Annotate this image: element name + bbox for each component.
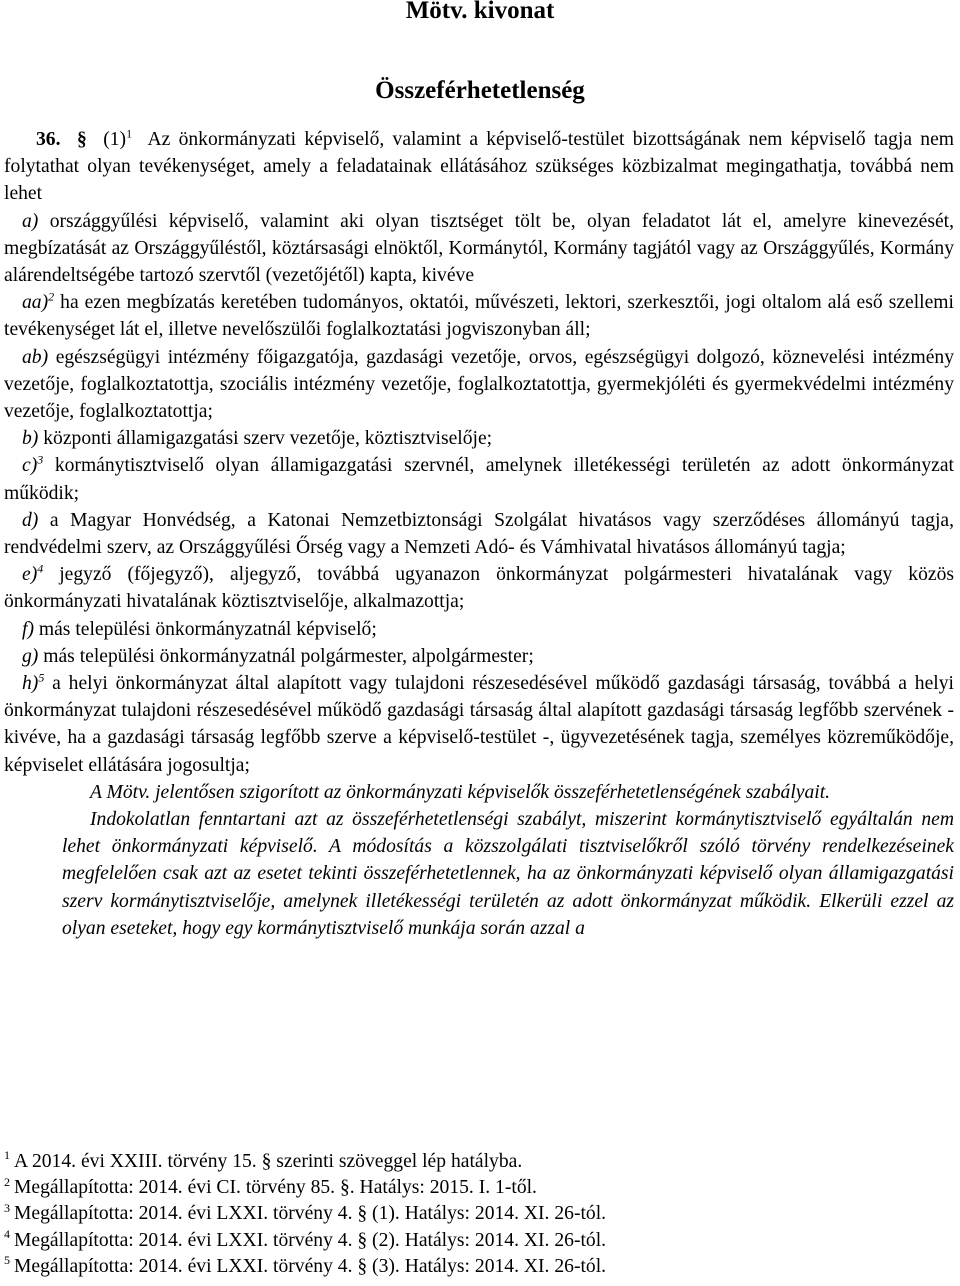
point-label: e) (22, 564, 38, 586)
document-body (4, 126, 954, 942)
list-item (4, 208, 954, 290)
point-label: c) (22, 455, 38, 477)
point-label: ab) (22, 346, 49, 368)
list-item (4, 670, 954, 779)
footnote-number: 2 (4, 1174, 10, 1189)
list-item (4, 452, 954, 506)
footnote (4, 1254, 954, 1280)
document-title: Mötv. kivonat (405, 0, 555, 24)
paragraph-number: (1) (103, 129, 127, 150)
point-label: b) (22, 428, 39, 450)
list-item (4, 561, 954, 615)
point-text: a Magyar Honvédség, a Katonai Nemzetbiztonsági Szolgálat hivatásos vagy szerződéses állományú tagja, rendvédelmi szerv, az Országgyűlési Őrség vagy a Nemzeti Adó- és Vámhivatal hivatásos állományú tagja; (4, 509, 954, 559)
footnote (4, 1175, 954, 1201)
point-label: f) (22, 618, 34, 640)
point-label: d) (22, 509, 39, 531)
point-text: jegyző (főjegyző), aljegyző, továbbá ugyanazon önkormányzat polgármesteri hivatalának vagy közös önkormányzati hivatalának köztisztviselője, alkalmazottja; (4, 564, 954, 613)
section-number: 36. (36, 129, 61, 150)
list-item (4, 507, 954, 561)
footnote-number: 3 (4, 1200, 10, 1215)
footnote-ref: 5 (38, 670, 45, 685)
footnote (4, 1149, 954, 1175)
footnote-ref: 1 (126, 126, 133, 141)
footnote-ref: 2 (48, 289, 55, 304)
point-text: más települési önkormányzatnál polgármester, alpolgármester; (43, 645, 534, 667)
footnote-text: Megállapította: 2014. évi CI. törvény 85. §. Hatálys: 2015. I. 1-től. (14, 1177, 537, 1199)
point-text: ha ezen megbízatás keretében tudományos, oktatói, művészeti, lektori, szerkesztői, jogi oltalom alá eső szellemi tevékenységet lát el, illetve nevelőszülői foglalkoztatási jogviszonyban áll; (4, 292, 954, 341)
list-item (4, 616, 954, 643)
point-label: a) (22, 210, 39, 232)
footnote-number: 5 (4, 1253, 10, 1268)
point-text: más települési önkormányzatnál képviselő; (38, 618, 377, 640)
footnote (4, 1228, 954, 1254)
footnote-number: 4 (4, 1227, 10, 1242)
section-intro (4, 126, 954, 208)
list-item (4, 425, 954, 452)
commentary-heading: A Mötv. jelentősen szigorított az önkormányzati képviselők összeférhetetlenségének szabályait. (90, 781, 831, 803)
point-label: h) (22, 673, 39, 695)
footnote-ref: 4 (37, 561, 44, 576)
point-text: központi államigazgatási szerv vezetője, köztisztviselője; (43, 428, 493, 450)
section-heading: Összeférhetetlenség (375, 77, 585, 104)
list-item (4, 344, 954, 426)
footnote-ref: 3 (37, 452, 44, 467)
list-item (4, 643, 954, 670)
point-label: aa) (22, 292, 49, 314)
point-text: országgyűlési képviselő, valamint aki olyan tisztséget tölt be, olyan feladatot lát el, amelyre kinevezését, megbízatását az Országgyűléstől, köztársasági elnöktől, Kormánytól, Kormány tagjától vagy az Országgyűlés, Kormány alárendeltségébe tartozó szervtől (vezetőjétől) kapta, kivéve (4, 210, 954, 287)
footnotes (4, 1149, 954, 1280)
point-text: kormánytisztviselő olyan államigazgatási szervnél, amelynek illetékességi területén az adott önkormányzat működik; (4, 455, 954, 504)
section-sign: § (76, 129, 87, 150)
footnote-text: Megállapította: 2014. évi LXXI. törvény 4. § (3). Hatálys: 2014. XI. 26-tól. (14, 1255, 607, 1277)
point-label: g) (22, 645, 39, 667)
list-item (4, 289, 954, 343)
point-text: a helyi önkormányzat által alapított vagy tulajdoni részesedésével működő gazdasági társaság, továbbá a helyi önkormányzat tulajdoni részesedésével működő gazdasági társaság által alapított gazdasági társaság legfőbb szervének - kivéve, ha a gazdasági társaság legfőbb szerve a képviselő-testület -, ügyvezetésének tagja, személyes közreműködője, képviselet ellátására jogosultja; (4, 673, 954, 776)
footnote (4, 1201, 954, 1227)
footnote-text: A 2014. évi XXIII. törvény 15. § szerinti szöveggel lép hatályba. (14, 1151, 523, 1172)
footnote-text: Megállapította: 2014. évi LXXI. törvény 4. § (1). Hatálys: 2014. XI. 26-tól. (14, 1203, 607, 1225)
commentary-body: Indokolatlan fenntartani azt az összeférhetetlenségi szabályt, miszerint kormánytisztviselő egyáltalán nem lehet önkormányzati képviselő. A módosítás a közszolgálati tisztviselőkről szóló törvény rendelkezéseinek megfelelően csak azt az esetet tekinti összeférhetetlennek, ha az önkormányzati képviselő olyan államigazgatási szerv kormánytisztviselője, amelynek illetékességi területén az adott önkormányzat működik. Elkerüli ezzel az olyan eseteket, hogy egy kormánytisztviselő munkája során azzal a (62, 809, 954, 939)
point-text: egészségügyi intézmény főigazgatója, gazdasági vezetője, orvos, egészségügyi dolgozó, köznevelési intézmény vezetője, foglalkoztatottja, szociális intézmény vezetője, foglalkoztatottja, gyermekjóléti és gyermekvédelmi intézmény vezetője, foglalkoztatottja; (4, 346, 954, 423)
footnote-text: Megállapította: 2014. évi LXXI. törvény 4. § (2). Hatálys: 2014. XI. 26-tól. (14, 1229, 607, 1251)
intro-text: Az önkormányzati képviselő, valamint a képviselő-testület bizottságának nem képviselő tagja nem folytathat olyan tevékenységet, amely a feladatainak ellátásához szükséges közbizalmat megingathatja, továbbá nem lehet (4, 129, 955, 205)
footnote-number: 1 (4, 1148, 10, 1163)
